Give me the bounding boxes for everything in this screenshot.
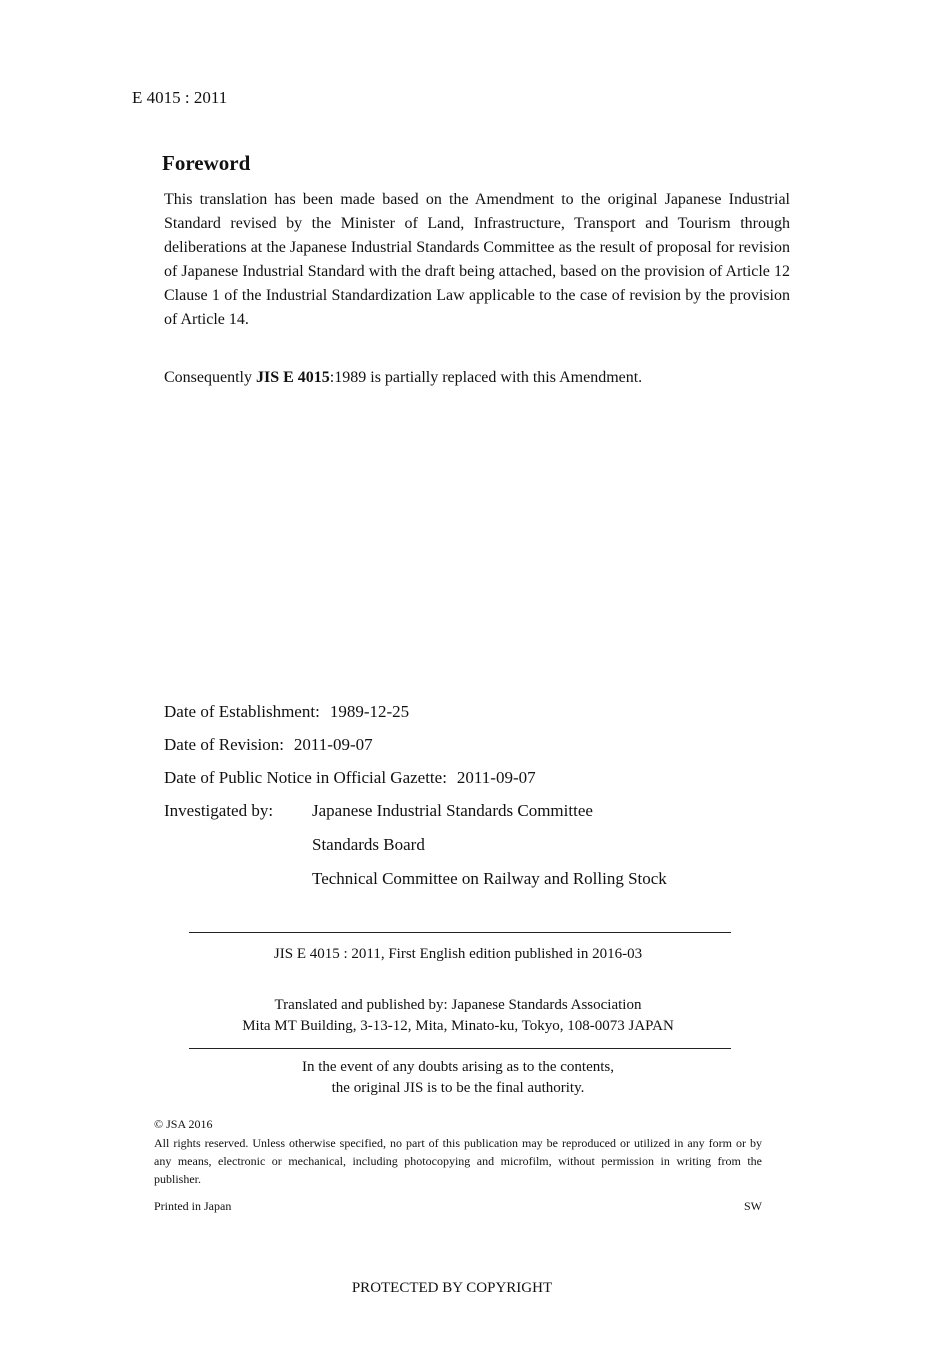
copyright-notice: © JSA 2016 (154, 1117, 213, 1131)
establishment-label: Date of Establishment: (164, 702, 320, 721)
notice-label: Date of Public Notice in Official Gazette: (164, 768, 447, 787)
establishment-value: 1989-12-25 (329, 702, 410, 721)
notice-row (164, 768, 536, 788)
investigated-value-2: Standards Board (312, 835, 425, 854)
investigated-label: Investigated by: (164, 801, 274, 820)
paragraph-2-prefix: Consequently (164, 369, 256, 386)
document-code: E 4015 : 2011 (132, 88, 228, 107)
investigated-value-1: Japanese Industrial Standards Committee (312, 801, 593, 820)
foreword-paragraph-2 (164, 366, 790, 390)
investigated-value-3: Technical Committee on Railway and Rolling Stock (312, 869, 667, 888)
divider-bottom (189, 1048, 731, 1049)
notice-value: 2011-09-07 (456, 768, 536, 787)
revision-label: Date of Revision: (164, 735, 284, 754)
edition-line: JIS E 4015 : 2011, First English edition published in 2016-03 (273, 946, 643, 962)
foreword-paragraph-1: This translation has been made based on the Amendment to the original Japanese Industrial Standard revised by the Minister of Land, Infrastructure, Transport and Tourism through deliberations at the Japanese Industrial Standards Committee as the result of proposal for revision of Japanese Industrial Standard with the draft being attached, based on the provision of Article 12 Clause 1 of the Industrial Standardization Law applicable to the case of revision by the provision of Article 14. (164, 191, 790, 328)
publisher-line-2: Mita MT Building, 3-13-12, Mita, Minato-ku, Tokyo, 108-0073 JAPAN (242, 1018, 674, 1034)
standard-reference: JIS E 4015 (256, 369, 330, 386)
revision-value: 2011-09-07 (293, 735, 373, 754)
authority-line-1: In the event of any doubts arising as to the contents, (301, 1059, 614, 1075)
printer-code: SW (744, 1199, 762, 1213)
foreword-title: Foreword (162, 151, 251, 175)
establishment-row (164, 702, 409, 722)
divider-top (189, 932, 731, 933)
protected-by-copyright: PROTECTED BY COPYRIGHT (351, 1280, 553, 1296)
authority-line-2: the original JIS is to be the final authority. (331, 1080, 585, 1096)
printed-in: Printed in Japan (154, 1199, 232, 1213)
copyright-rights: All rights reserved. Unless otherwise specified, no part of this publication may be reproduced or utilized in any form or by any means, electronic or mechanical, including photocopying and microfilm, without permission in writing from the publisher. (154, 1136, 762, 1186)
paragraph-2-suffix: :1989 is partially replaced with this Amendment. (329, 369, 643, 386)
revision-row (164, 735, 373, 755)
publisher-line-1: Translated and published by: Japanese Standards Association (274, 997, 642, 1013)
